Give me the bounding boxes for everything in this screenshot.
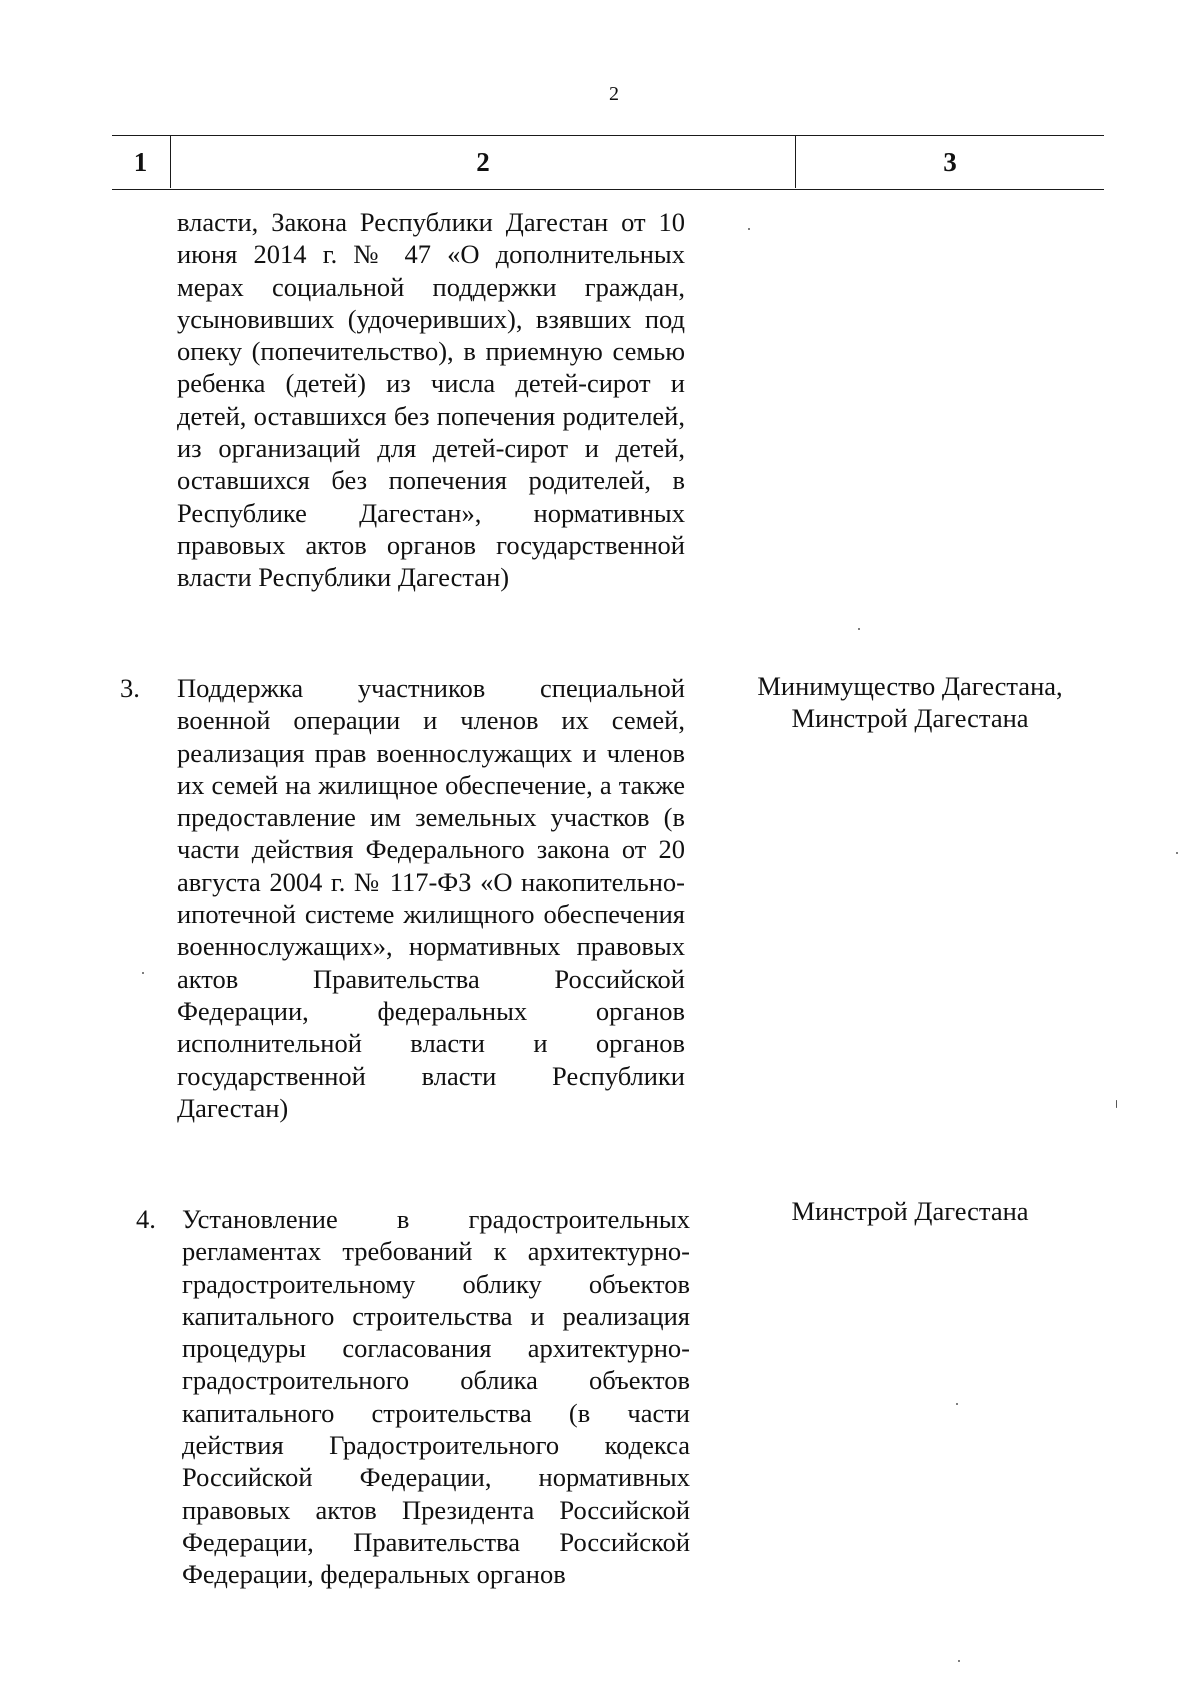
table-header bbox=[112, 135, 1104, 190]
row-3-number: 3. bbox=[120, 673, 140, 703]
scan-speck bbox=[1116, 1100, 1117, 1108]
table-header-col-3: 3 bbox=[943, 147, 957, 177]
row-3-responsible-1: Минимущество Дагестана, bbox=[757, 671, 1063, 701]
scan-speck bbox=[748, 228, 750, 230]
scan-speck bbox=[958, 1660, 960, 1662]
row-4-responsible-1: Минстрой Дагестана bbox=[791, 1196, 1029, 1226]
page-number: 2 bbox=[609, 83, 619, 105]
scan-speck bbox=[858, 628, 860, 630]
row-4-number: 4. bbox=[136, 1204, 156, 1234]
table-header-col-1: 1 bbox=[133, 147, 148, 177]
row-4-responsible bbox=[730, 1195, 1090, 1227]
row-3-responsible-2: Минстрой Дагестана bbox=[791, 703, 1029, 734]
row-4-text: Установление в градостроительных регламентах требований к архитектурно-градостроительному облику объектов капитального строительства и реализация процедуры согласования архитектурно-градостроительного облика объектов капитального строительства (в части действия Градостроительного кодекса Российской Федерации, нормативных правовых актов Президента Российской Федерации, Правительства Российской Федерации, федеральных органов bbox=[182, 1204, 690, 1590]
row-3-responsible bbox=[720, 670, 1100, 735]
scan-speck bbox=[142, 972, 144, 974]
table-header-col-2: 2 bbox=[170, 136, 796, 188]
row-continuation-text: власти, Закона Республики Дагестан от 10 июня 2014 г. № 47 «О дополнительных мерах социальной поддержки граждан, усыновивших (удочеривших), взявших под опеку (попечительство), в приемную семью ребенка (детей) из числа детей-сирот и детей, оставшихся без попечения родителей, из организаций для детей-сирот и детей, оставшихся без попечения родителей, в Республике Дагестан», нормативных правовых актов органов государственной власти Республики Дагестан) bbox=[177, 207, 685, 593]
scan-speck bbox=[956, 1403, 958, 1405]
row-3-text: Поддержка участников специальной военной операции и членов их семей, реализация прав военнослужащих и членов их семей на жилищное обеспечение, а также предоставление им земельных участков (в части действия Федерального закона от 20 августа 2004 г. № 117-ФЗ «О накопительно-ипотечной системе жилищного обеспечения военнослужащих», нормативных правовых актов Правительства Российской Федерации, федеральных органов исполнительной власти и органов государственной власти Республики Дагестан) bbox=[177, 673, 685, 1123]
scan-speck bbox=[1176, 852, 1178, 854]
